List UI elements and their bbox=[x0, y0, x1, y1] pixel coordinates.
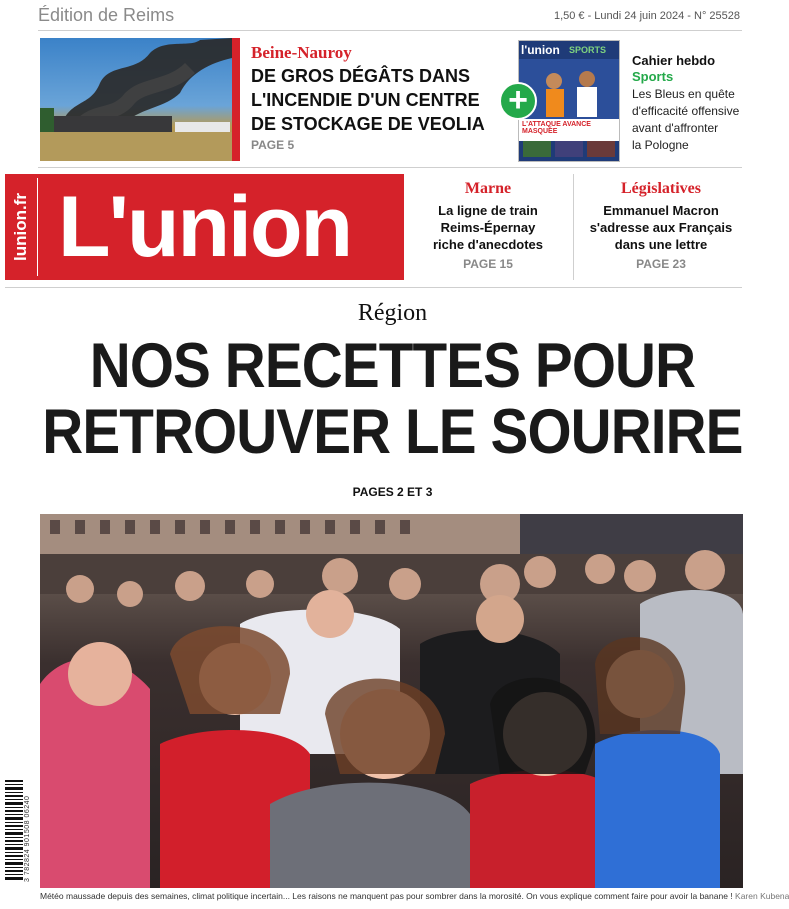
supplement-text-line: avant d'affronter bbox=[632, 121, 719, 135]
newspaper-logo[interactable]: L'union bbox=[58, 179, 352, 275]
teaser-kicker: Législatives bbox=[621, 180, 701, 197]
main-headline-line2[interactable]: RETROUVER LE SOURIRE bbox=[42, 397, 743, 467]
section-divider bbox=[38, 167, 742, 168]
supplement-text-line: d'efficacité offensive bbox=[632, 104, 740, 118]
supplement-text bbox=[632, 86, 747, 154]
teaser-separator bbox=[573, 174, 574, 280]
top-teaser-headline-line: DE STOCKAGE DE VEOLIA bbox=[251, 114, 485, 134]
supplement-text-line: Les Bleus en quête bbox=[632, 87, 735, 101]
teaser-accent-bar bbox=[232, 38, 240, 161]
photo-caption bbox=[40, 891, 789, 901]
caption-text: Météo maussade depuis des semaines, climat politique incertain... Les raisons ne manquent pas pour sombrer dans la morosité. On vous explique comment faire pour avoir la banane ! bbox=[40, 891, 733, 901]
supplement-section[interactable]: Sports bbox=[632, 69, 674, 84]
top-teaser-headline-line: L'INCENDIE D'UN CENTRE bbox=[251, 90, 480, 110]
supplement-text-line: la Pologne bbox=[632, 138, 689, 152]
cover-brand-sub: SPORTS bbox=[569, 45, 607, 55]
photo-credit: Karen Kubena bbox=[735, 891, 789, 901]
fire-photo[interactable] bbox=[40, 38, 232, 161]
main-section-label: Région bbox=[357, 300, 428, 326]
issue-info: 1,50 € - Lundi 24 juin 2024 - N° 25528 bbox=[553, 10, 740, 22]
cover-brand: l'union bbox=[521, 43, 560, 57]
plus-icon: + bbox=[499, 82, 537, 120]
crowd-photo[interactable] bbox=[40, 514, 743, 888]
site-url[interactable]: lunion.fr bbox=[11, 193, 31, 261]
teaser-text: Emmanuel Macron s'adresse aux Français dans une lettre bbox=[589, 203, 733, 252]
top-teaser-kicker[interactable]: Beine-Nauroy bbox=[251, 43, 352, 62]
masthead-divider bbox=[37, 178, 38, 276]
barcode-number: 3 782824 901508 06240 bbox=[24, 795, 31, 882]
header-divider bbox=[38, 30, 742, 31]
top-teaser-headline-line: DE GROS DÉGÂTS DANS bbox=[251, 66, 471, 86]
section-divider bbox=[5, 287, 742, 288]
crowd-illustration bbox=[40, 514, 743, 888]
main-headline-line1[interactable]: NOS RECETTES POUR bbox=[89, 331, 696, 401]
teaser-text: La ligne de train Reims-Épernay riche d'anecdotes bbox=[432, 203, 544, 252]
cover-headline: L'ATTAQUE AVANCE MASQUÉE bbox=[522, 121, 591, 135]
supplement-title[interactable]: Cahier hebdo bbox=[632, 53, 716, 68]
edition-label: Édition de Reims bbox=[38, 5, 175, 25]
fire-smoke-illustration bbox=[40, 38, 232, 161]
teaser-marne[interactable] bbox=[411, 180, 565, 271]
teaser-legislatives[interactable] bbox=[580, 180, 742, 271]
teaser-page: PAGE 15 bbox=[463, 257, 513, 271]
top-teaser-headline[interactable] bbox=[251, 64, 501, 136]
top-teaser-page: PAGE 5 bbox=[251, 138, 295, 152]
teaser-kicker: Marne bbox=[464, 180, 512, 197]
main-pages-ref: PAGES 2 ET 3 bbox=[352, 485, 433, 499]
teaser-page: PAGE 23 bbox=[636, 257, 686, 271]
